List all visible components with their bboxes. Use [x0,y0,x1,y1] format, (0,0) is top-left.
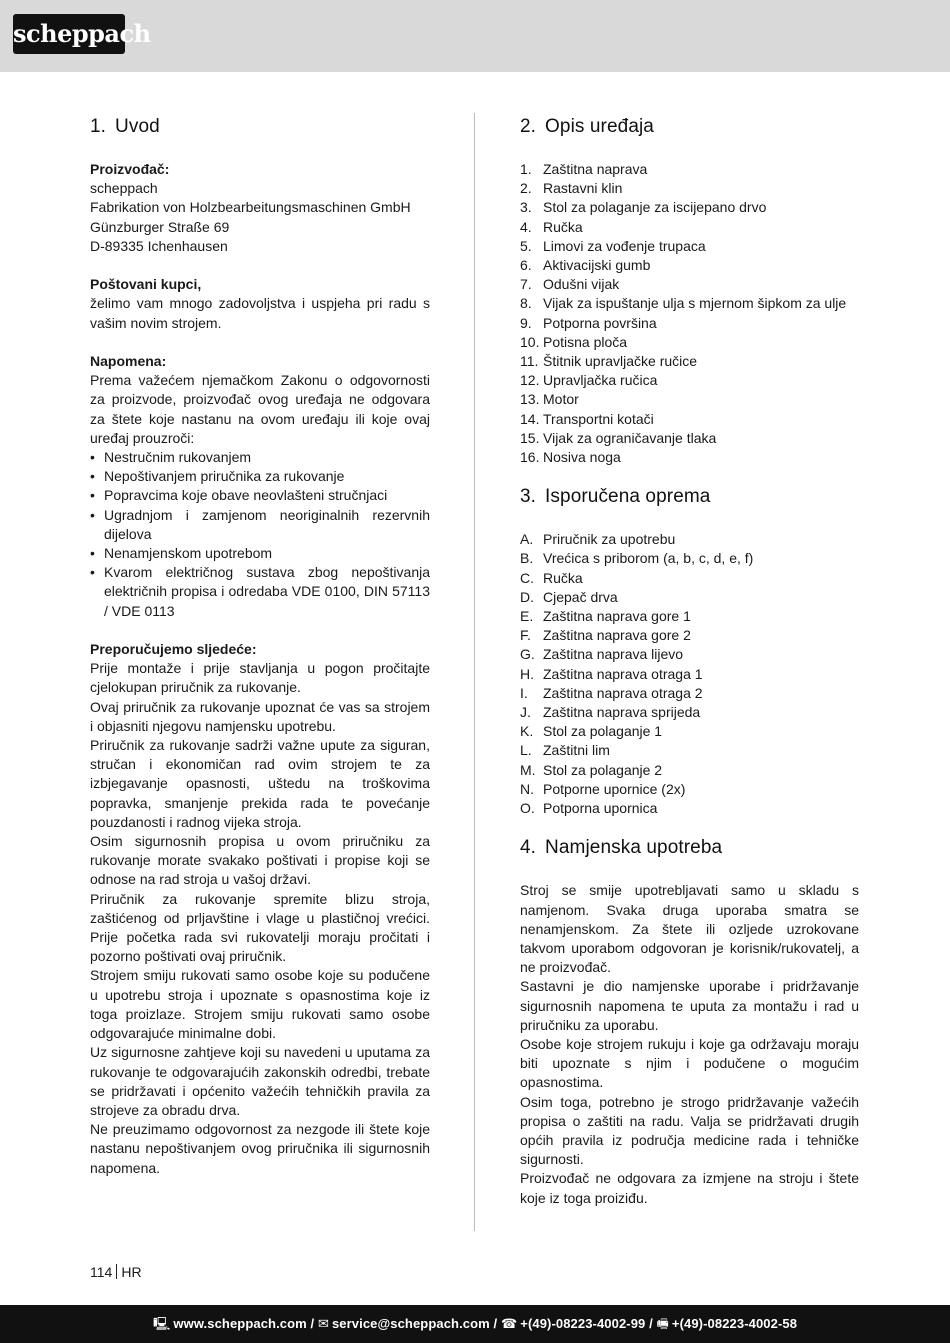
list-item: 6. Aktivacijski gumb [520,257,651,274]
list-item: N. Potporne upornice (2x) [520,780,686,797]
usage-paragraph: Proizvođač ne odgovara za izmjene na stroju i štete koje iz toga proiziđu. [520,1170,859,1206]
list-item: D. Cjepač drva [520,588,618,605]
manufacturer-line: Fabrikation von Holzbearbeitungsmaschinen GmbH [90,199,411,216]
list-item: L. Zaštitni lim [520,742,610,759]
column-divider [474,113,475,1231]
recommend-paragraph: Uz sigurnosne zahtjeve koji su navedeni u uputama za rukovanje te odgovarajućih zakonskih odredbi, trebate se pridržavati i općenito važećih tehničkih pravila za strojeve za obradu drva. [90,1044,430,1118]
list-item: 2. Rastavni klin [520,180,623,197]
parts-list [520,160,859,467]
list-item: • Kvarom električnog sustava zbog nepoštivanja električnih propisa i odredaba VDE 0100, DIN 57113 / VDE 0113 [90,563,430,621]
list-item: 13. Motor [520,391,579,408]
phone-number: +(49)-08223-4002-99 / [520,1316,653,1331]
list-item: G. Zaštitna naprava lijevo [520,646,684,663]
list-item: 11. Štitnik upravljačke ručice [520,353,698,370]
list-item: I. Zaštitna naprava otraga 2 [520,684,703,701]
footer-contact-bar [0,1305,950,1343]
list-item: F. Zaštitna naprava gore 2 [520,627,691,644]
section-heading-equipment: 3. Isporučena oprema [520,486,711,508]
list-item: 5. Limovi za vođenje trupaca [520,237,706,254]
list-item: E. Zaštitna naprava gore 1 [520,608,691,625]
list-item: C. Ručka [520,569,583,586]
note-label: Napomena: [90,353,167,369]
list-item: 9. Potporna površina [520,314,657,331]
section-heading-introduction: 1. Uvod [90,116,160,137]
list-item: K. Stol za polaganje 1 [520,723,663,740]
computer-icon: 🖳 [152,1316,171,1331]
list-item: M. Stol za polaganje 2 [520,761,663,778]
list-item: A. Priručnik za upotrebu [520,531,676,548]
left-column [90,114,430,1178]
page-number: 114 HR [90,1264,142,1280]
phone-icon: ☎ [500,1316,518,1331]
customers-text: želimo vam mnogo zadovoljstva i uspjeha pri radu s vašim novim strojem. [90,295,430,331]
note-text: Prema važećem njemačkom Zakonu o odgovornosti za proizvode, proizvođač ovog uređaja ne odgovara za štete koje nastanu na ovom uređaju ili koje ovaj uređaj prouzroči: [90,372,430,446]
list-item: 3. Stol za polaganje za iscijepano drvo [520,199,767,216]
customers-label: Poštovani kupci, [90,276,202,293]
list-item: • Nepoštivanjem priručnika za rukovanje [90,467,430,486]
manufacturer-line: scheppach [90,180,158,197]
list-item: 7. Odušni vijak [520,276,620,293]
manufacturer-label: Proizvođač: [90,161,170,177]
list-item: O. Potporna upornica [520,800,658,817]
manufacturer-line: Günzburger Straße 69 [90,218,230,235]
section-heading-intended-use: 4. Namjenska upotreba [520,837,723,859]
usage-paragraph: Osim toga, potrebno je strogo pridržavanje važećih propisa o zaštiti na radu. Valja se pridržavati drugih općih pravila iz područja medicine rada i tehničke sigurnosti. [520,1093,859,1168]
list-item: • Ugradnjom i zamjenom neoriginalnih rezervnih dijelova [90,506,430,544]
scheppach-logo: scheppach [13,14,125,54]
equipment-list [520,530,859,818]
list-item: 4. Ručka [520,218,583,235]
recommend-paragraph: Ne preuzimamo odgovornost za nezgode ili štete koje nastanu nepoštivanjem ovog priručnika ili sigurnosnih napomena. [90,1121,430,1176]
header-bar [0,0,950,72]
usage-paragraph: Stroj se smije upotrebljavati samo u skladu s namjenom. Svaka druga uporaba smatra se nenamjenskom. Za štete ili ozljede uzrokovane takvom uporabom odgovoran je korisnik/rukovatelj, a ne proizvođač. [520,882,859,976]
list-item: 10. Potisna ploča [520,333,628,350]
fax-icon: 🖷 [656,1316,669,1331]
list-item: 14. Transportni kotači [520,410,654,427]
manufacturer-line: D-89335 Ichenhausen [90,237,228,254]
fax-number: +(49)-08223-4002-58 [671,1316,798,1331]
list-item: 8. Vijak za ispuštanje ulja s mjernom šipkom za ulje [520,295,847,312]
section-heading-device-description: 2. Opis uređaja [520,116,654,137]
website-link[interactable]: www.scheppach.com / [173,1316,315,1331]
list-item: • Popravcima koje obave neovlašteni stručnjaci [90,486,430,505]
list-item: J. Zaštitna naprava sprijeda [520,704,701,721]
list-item: • Nestručnim rukovanjem [90,448,430,467]
mail-icon: ✉ [317,1316,329,1331]
recommend-paragraph: Priručnik za rukovanje sadrži važne upute za siguran, stručan i ekonomičan rad ovim strojem te za izbjegavanje opasnosti, uštedu na troškovima popravka, smanjenje prekida rada te povećanje pouzdanosti i radnog vijeka stroja. [90,737,430,830]
recommend-paragraph: Ovaj priručnik za rukovanje upoznat će vas sa strojem i objasniti njegovu namjensku upotrebu. [90,698,430,734]
list-item: B. Vrećica s priborom (a, b, c, d, e, f) [520,550,754,567]
list-item: 1. Zaštitna naprava [520,161,648,177]
usage-paragraph: Osobe koje strojem rukuju i koje ga održavaju moraju biti upoznate s njim i podučene o mogućim opasnostima. [520,1035,859,1091]
right-column [520,114,859,1208]
list-item: 12. Upravljačka ručica [520,372,658,389]
recommend-paragraph: Priručnik za rukovanje spremite blizu stroja, zaštićenog od prljavštine i vlage u plastičnoj vrećici. Prije početka rada svi rukovatelji moraju pročitati i pozorno poštivati ovaj priručnik. [90,890,430,965]
recommend-paragraph: Strojem smiju rukovati samo osobe koje su podučene u upotrebu stroja i upoznate s opasnostima koje iz toga proizlaze. Strojem smiju rukovati samo osobe odgovarajuće minimalne dobi. [90,967,430,1042]
list-item: • Nenamjenskom upotrebom [90,544,430,563]
list-item: 16. Nosiva noga [520,449,621,466]
email-link[interactable]: service@scheppach.com / [331,1316,498,1331]
recommend-paragraph: Osim sigurnosnih propisa u ovom priručniku za rukovanje morate svakako poštivati i propise koji se odnose na rad stroja u vašoj državi. [90,833,430,888]
usage-paragraph: Sastavni je dio namjenske uporabe i pridržavanje sigurnosnih napomena te uputa za montažu i rad u priručniku za uporabu. [520,978,859,1033]
recommend-paragraph: Prije montaže i prije stavljanja u pogon pročitajte cjelokupan priručnik za rukovanje. [90,660,430,696]
recommend-label: Preporučujemo sljedeće: [90,641,257,658]
list-item: H. Zaštitna naprava otraga 1 [520,665,703,682]
note-bullet-list [90,448,430,621]
list-item: 15. Vijak za ograničavanje tlaka [520,429,717,446]
